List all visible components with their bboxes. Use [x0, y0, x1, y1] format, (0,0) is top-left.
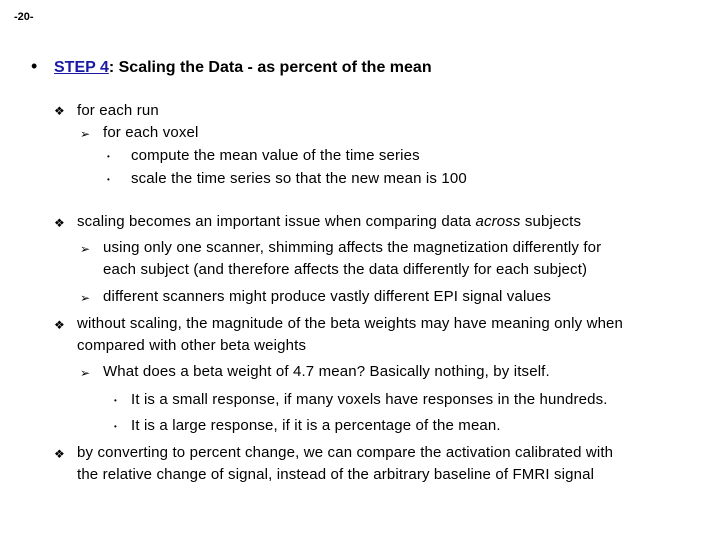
- list-item: scale the time series so that the new mean is 100: [131, 170, 467, 187]
- arrow-bullet-icon: ➢: [80, 366, 91, 380]
- list-item-continuation: each subject (and therefore affects the data differently for each subject): [103, 261, 588, 278]
- emphasis: across: [475, 213, 521, 230]
- main-bullet-icon: •: [31, 56, 38, 76]
- list-item: What does a beta weight of 4.7 mean? Basically nothing, by itself.: [103, 363, 550, 380]
- diamond-bullet-icon: ❖: [54, 447, 65, 461]
- list-item: without scaling, the magnitude of the beta weights may have meaning only when: [77, 315, 624, 332]
- diamond-bullet-icon: ❖: [54, 216, 65, 230]
- list-item: using only one scanner, shimming affects the magnetization differently for: [103, 239, 602, 256]
- arrow-bullet-icon: ➢: [80, 242, 91, 256]
- slide-title: [54, 59, 432, 77]
- dot-bullet-icon: •: [114, 396, 117, 405]
- step-link[interactable]: STEP 4: [54, 59, 109, 76]
- list-item: for each voxel: [103, 124, 199, 141]
- list-item-continuation: compared with other beta weights: [77, 337, 307, 354]
- list-item: by converting to percent change, we can compare the activation calibrated with: [77, 444, 614, 461]
- arrow-bullet-icon: ➢: [80, 291, 91, 305]
- dot-bullet-icon: •: [107, 152, 110, 161]
- list-item: compute the mean value of the time series: [131, 147, 420, 164]
- list-item: scaling becomes an important issue when comparing data across subjects: [77, 213, 582, 230]
- page-number: -20-: [14, 11, 34, 23]
- list-item: It is a small response, if many voxels have responses in the hundreds.: [131, 391, 608, 408]
- list-item-continuation: the relative change of signal, instead of the arbitrary baseline of FMRI signal: [77, 466, 595, 483]
- title-text: : Scaling the Data - as percent of the mean: [108, 59, 432, 76]
- dot-bullet-icon: •: [107, 175, 110, 184]
- arrow-bullet-icon: ➢: [80, 127, 91, 141]
- list-item: It is a large response, if it is a percentage of the mean.: [131, 417, 501, 434]
- diamond-bullet-icon: ❖: [54, 318, 65, 332]
- diamond-bullet-icon: ❖: [54, 104, 65, 118]
- list-item: for each run: [77, 102, 159, 119]
- dot-bullet-icon: •: [114, 422, 117, 431]
- list-item: different scanners might produce vastly different EPI signal values: [103, 288, 552, 305]
